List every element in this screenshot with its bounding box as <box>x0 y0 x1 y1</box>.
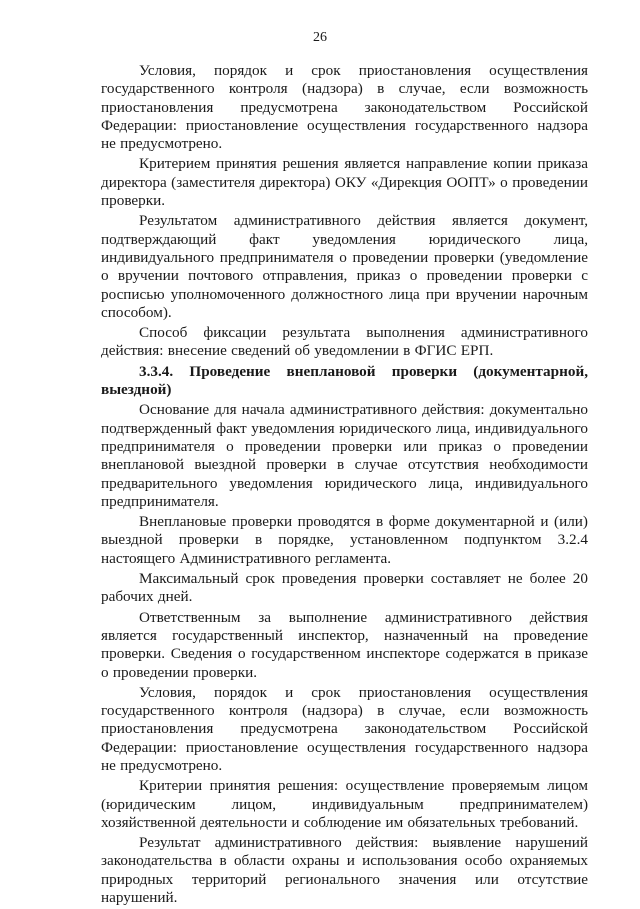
paragraph-decision-criteria: Критерии принятия решения: осуществление проверяемым лицом (юридическим лицом, индивидуальным предпринимателем) хозяйственной деятельности и соблюдение им обязательных требований. <box>101 777 588 831</box>
paragraph-suspension-conditions-2: Условия, порядок и срок приостановления осуществления государственного контроля (надзора) в случае, если возможность приостановления предусмотрена законодательством Российской Федерации: приостановление осуществления государственного надзора не предусмотрено. <box>101 683 588 774</box>
document-body <box>101 62 588 909</box>
paragraph-maximum-term: Максимальный срок проведения проверки составляет не более 20 рабочих дней. <box>101 570 588 606</box>
section-heading-3-3-4: 3.3.4. Проведение внеплановой проверки (документарной, выездной) <box>101 362 588 399</box>
paragraph-action-result: Результатом административного действия является документ, подтверждающий факт уведомления юридического лица, индивидуального предпринимателя о проведении проверки (уведомление о вручении почтового отправления, приказ о проведении проверки с росписью уполномоченного должностного лица при вручении нарочным способом). <box>101 212 588 321</box>
paragraph-action-basis: Основание для начала административного действия: документально подтвержденный факт уведомления юридического лица, индивидуального предпринимателя о проведении проверки или приказ о проведении внеплановой выездной проверки в случае отсутствия необходимости предварительного уведомления юридического лица, индивидуального предпринимателя. <box>101 401 588 510</box>
paragraph-decision-criterion: Критерием принятия решения является направление копии приказа директора (заместителя директора) ОКУ «Дирекция ООПТ» о проведении проверки. <box>101 155 588 210</box>
paragraph-responsible-person: Ответственным за выполнение административного действия является государственный инспектор, назначенный на проведение проверки. Сведения о государственном инспекторе содержатся в приказе о проведении проверки. <box>101 608 588 681</box>
page-number: 26 <box>313 30 327 45</box>
paragraph-suspension-conditions: Условия, порядок и срок приостановления осуществления государственного контроля (надзора) в случае, если возможность приостановления предусмотрена законодательством Российской Федерации: приостановление осуществления государственного надзора не предусмотрено. <box>101 62 588 153</box>
paragraph-recording-method: Способ фиксации результата выполнения административного действия: внесение сведений об уведомлении в ФГИС ЕРП. <box>101 324 588 360</box>
paragraph-inspection-forms: Внеплановые проверки проводятся в форме документарной и (или) выездной проверки в порядке, установленном подпунктом 3.2.4 настоящего Административного регламента. <box>101 513 588 567</box>
paragraph-action-result-2: Результат административного действия: выявление нарушений законодательства в области охраны и использования особо охраняемых природных территорий регионального значения или отсутствие нарушений. <box>101 834 588 907</box>
